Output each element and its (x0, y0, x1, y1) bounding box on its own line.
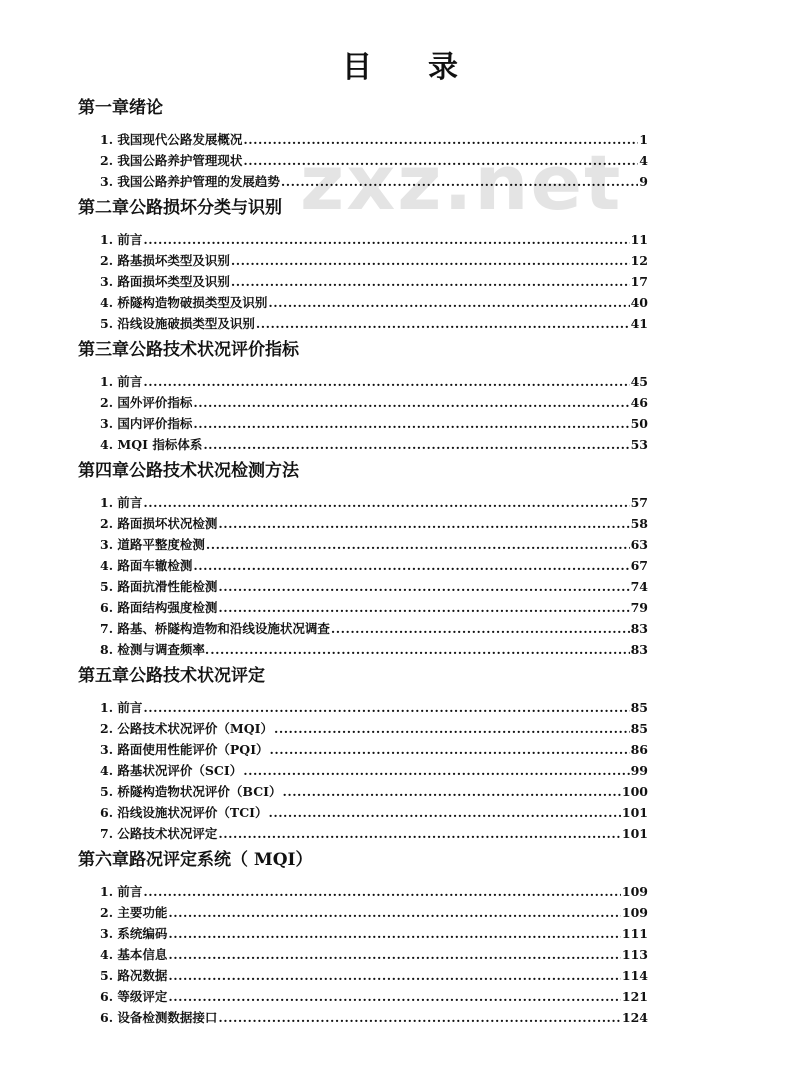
entry-label: 1. 前言 (100, 374, 143, 389)
entry-page: 67 (630, 558, 648, 573)
chapter-heading[interactable]: 第一章绪论 (78, 98, 163, 118)
leader-dots (168, 965, 621, 986)
entry-page: 109 (621, 884, 648, 899)
toc-entry[interactable] (100, 986, 648, 1007)
entry-page: 4 (639, 153, 648, 168)
entry-label: 2. 主要功能 (100, 905, 168, 920)
entry-label: 1. 前言 (100, 700, 143, 715)
entry-page: 121 (621, 989, 648, 1004)
page-title (0, 42, 800, 86)
leader-dots (143, 229, 629, 250)
toc-entry[interactable] (100, 902, 648, 923)
leader-dots (193, 392, 629, 413)
entry-label: 3. 我国公路养护管理的发展趋势 (100, 174, 280, 189)
leader-dots (206, 534, 630, 555)
leader-dots (331, 618, 630, 639)
leader-dots (168, 944, 621, 965)
entry-page: 74 (630, 579, 648, 594)
title-char-1: 目 (342, 50, 372, 85)
toc-entry[interactable] (100, 434, 648, 455)
entry-label: 2. 我国公路养护管理现状 (100, 153, 243, 168)
leader-dots (218, 513, 629, 534)
entry-page: 124 (621, 1010, 648, 1025)
leader-dots (243, 129, 638, 150)
toc-entry[interactable] (100, 944, 648, 965)
entry-page: 114 (621, 968, 648, 983)
chapter-heading[interactable]: 第六章路况评定系统（ MQI） (78, 850, 313, 870)
entry-page: 50 (630, 416, 648, 431)
chapter-heading[interactable]: 第二章公路损坏分类与识别 (78, 198, 282, 218)
entry-label: 3. 国内评价指标 (100, 416, 193, 431)
leader-dots (143, 492, 629, 513)
chapter-4 (78, 459, 678, 660)
toc-entry[interactable] (100, 292, 648, 313)
toc-entry[interactable] (100, 555, 648, 576)
chapter-1 (78, 96, 678, 192)
chapter-heading[interactable]: 第三章公路技术状况评价指标 (78, 340, 299, 360)
entry-label: 4. MQI 指标体系 (100, 437, 203, 452)
entry-label: 2. 国外评价指标 (100, 395, 193, 410)
toc-entry[interactable] (100, 413, 648, 434)
entry-page: 45 (630, 374, 648, 389)
toc-entry[interactable] (100, 697, 648, 718)
entry-page: 85 (630, 721, 648, 736)
toc-entry[interactable] (100, 371, 648, 392)
leader-dots (231, 271, 630, 292)
leader-dots (203, 434, 629, 455)
leader-dots (270, 739, 630, 760)
leader-dots (268, 292, 629, 313)
entry-label: 1. 前言 (100, 495, 143, 510)
toc-entry[interactable] (100, 150, 648, 171)
entry-label: 2. 路基损坏类型及识别 (100, 253, 230, 268)
entry-label: 3. 系统编码 (100, 926, 168, 941)
entry-page: 11 (630, 232, 648, 247)
entry-page: 17 (630, 274, 648, 289)
title-char-2: 录 (428, 50, 458, 85)
leader-dots (218, 597, 629, 618)
entry-page: 9 (639, 174, 648, 189)
entry-label: 3. 路面使用性能评价（PQI） (100, 742, 269, 757)
toc-entry[interactable] (100, 639, 648, 660)
entry-page: 57 (630, 495, 648, 510)
entry-label: 4. 路面车辙检测 (100, 558, 193, 573)
entry-page: 40 (630, 295, 648, 310)
toc-entry[interactable] (100, 718, 648, 739)
toc-entry[interactable] (100, 513, 648, 534)
entry-label: 6. 路面结构强度检测 (100, 600, 218, 615)
leader-dots (143, 881, 621, 902)
entry-page: 99 (630, 763, 648, 778)
entry-page: 79 (630, 600, 648, 615)
chapter-5 (78, 664, 678, 844)
entry-page: 1 (639, 132, 648, 147)
entry-page: 41 (630, 316, 648, 331)
toc-entry[interactable] (100, 618, 648, 639)
entry-page: 63 (630, 537, 648, 552)
entry-label: 6. 沿线设施状况评价（TCI） (100, 805, 268, 820)
toc-entry[interactable] (100, 760, 648, 781)
toc-entry[interactable] (100, 802, 648, 823)
entry-label: 5. 路况数据 (100, 968, 168, 983)
entry-label: 5. 沿线设施破损类型及识别 (100, 316, 255, 331)
entry-label: 1. 前言 (100, 232, 143, 247)
entry-label: 7. 路基、桥隧构造物和沿线设施状况调查 (100, 621, 330, 636)
entry-label: 5. 路面抗滑性能检测 (100, 579, 218, 594)
toc-entry[interactable] (100, 1007, 648, 1028)
entry-page: 111 (621, 926, 648, 941)
entry-label: 4. 基本信息 (100, 947, 168, 962)
leader-dots (193, 413, 629, 434)
leader-dots (243, 150, 638, 171)
entry-label: 5. 桥隧构造物状况评价（BCI） (100, 784, 282, 799)
entry-label: 6. 等级评定 (100, 989, 168, 1004)
toc-entry[interactable] (100, 313, 648, 334)
entry-page: 109 (621, 905, 648, 920)
toc-entry[interactable] (100, 492, 648, 513)
watermark: zxz.net (300, 138, 623, 227)
entry-page: 86 (630, 742, 648, 757)
entry-page: 83 (630, 642, 648, 657)
leader-dots (210, 639, 629, 660)
leader-dots (274, 718, 630, 739)
chapter-heading[interactable]: 第五章公路技术状况评定 (78, 666, 265, 686)
toc-entry[interactable] (100, 534, 648, 555)
entry-label: 2. 公路技术状况评价（MQI） (100, 721, 273, 736)
toc-entry[interactable] (100, 392, 648, 413)
entry-label: 6. 设备检测数据接口 (100, 1010, 218, 1025)
entry-page: 83 (630, 621, 648, 636)
entry-label: 4. 路基状况评价（SCI） (100, 763, 243, 778)
leader-dots (168, 986, 621, 1007)
entry-label: 4. 桥隧构造物破损类型及识别 (100, 295, 268, 310)
entry-page: 113 (621, 947, 648, 962)
entry-page: 58 (630, 516, 648, 531)
leader-dots (218, 823, 621, 844)
entry-page: 85 (630, 700, 648, 715)
leader-dots (218, 1007, 621, 1028)
leader-dots (283, 781, 621, 802)
toc-entry[interactable] (100, 576, 648, 597)
entry-label: 1. 前言 (100, 884, 143, 899)
leader-dots (281, 171, 638, 192)
toc-entry[interactable] (100, 597, 648, 618)
leader-dots (218, 576, 629, 597)
entry-page: 101 (621, 805, 648, 820)
entry-label: 1. 我国现代公路发展概况 (100, 132, 243, 147)
entry-page: 101 (621, 826, 648, 841)
entry-page: 53 (630, 437, 648, 452)
toc-entry[interactable] (100, 923, 648, 944)
leader-dots (168, 902, 621, 923)
leader-dots (143, 697, 629, 718)
toc-entry[interactable] (100, 739, 648, 760)
entry-page: 12 (630, 253, 648, 268)
toc-entry[interactable] (100, 781, 648, 802)
chapter-6 (78, 848, 678, 1028)
toc-entry[interactable] (100, 129, 648, 150)
toc-entry[interactable] (100, 881, 648, 902)
leader-dots (193, 555, 629, 576)
toc-entry[interactable] (100, 229, 648, 250)
toc-entry[interactable] (100, 823, 648, 844)
chapter-2 (78, 196, 678, 334)
chapter-3 (78, 338, 678, 455)
leader-dots (243, 760, 629, 781)
leader-dots (231, 250, 630, 271)
toc-entry[interactable] (100, 271, 648, 292)
toc-entry[interactable] (100, 171, 648, 192)
table-of-contents (78, 92, 678, 1032)
entry-label: 7. 公路技术状况评定 (100, 826, 218, 841)
entry-label: 3. 路面损坏类型及识别 (100, 274, 230, 289)
leader-dots (269, 802, 621, 823)
leader-dots (168, 923, 621, 944)
leader-dots (143, 371, 629, 392)
toc-entry[interactable] (100, 250, 648, 271)
entry-label: 8. 检测与调查频率. (100, 642, 210, 657)
chapter-heading[interactable]: 第四章公路技术状况检测方法 (78, 461, 299, 481)
entry-page: 46 (630, 395, 648, 410)
toc-entry[interactable] (100, 965, 648, 986)
leader-dots (256, 313, 630, 334)
entry-page: 100 (621, 784, 648, 799)
entry-label: 2. 路面损坏状况检测 (100, 516, 218, 531)
entry-label: 3. 道路平整度检测 (100, 537, 205, 552)
